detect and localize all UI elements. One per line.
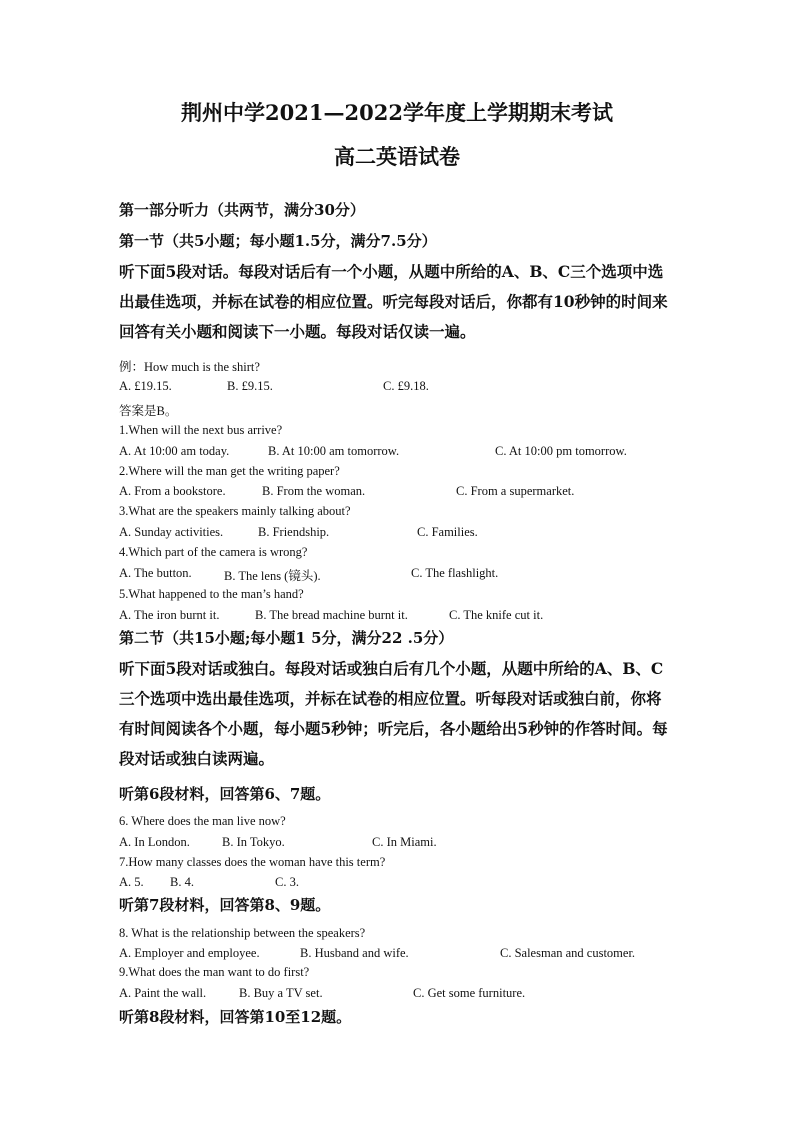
question-text: 3.What are the speakers mainly talking about? (119, 504, 351, 518)
option-a: A. From a bookstore. (119, 484, 226, 498)
example-option-c: C. £9.18. (383, 379, 429, 393)
option-c: C. The knife cut it. (449, 608, 544, 622)
option-c: C. The flashlight. (411, 566, 499, 580)
option-a: A. Paint the wall. (119, 986, 207, 1000)
option-c: C. Salesman and customer. (500, 946, 636, 960)
example-option-b: B. £9.15. (227, 379, 273, 393)
exam-title: 荆州中学2021—2022学年度上学期期末考试 (181, 100, 613, 125)
example-question: 例：How much is the shirt? (119, 360, 260, 374)
group-heading: 听第6段材料，回答第6、7题。 (119, 785, 331, 803)
option-a: A. The button. (119, 566, 192, 580)
option-b: B. Buy a TV set. (239, 986, 323, 1000)
option-b: B. The bread machine burnt it. (255, 608, 408, 622)
option-c: C. Families. (417, 525, 478, 539)
question-text: 5.What happened to the man’s hand? (119, 587, 304, 601)
question-text: 4.Which part of the camera is wrong? (119, 545, 308, 559)
part1-heading: 第一部分听力（共两节，满分30分） (119, 201, 365, 219)
option-c: C. 3. (275, 875, 299, 889)
section2-heading: 第二节（共15小题;每小题1 5分，满分22 .5分） (119, 629, 454, 647)
option-a: A. The iron burnt it. (119, 608, 220, 622)
group-heading: 听第7段材料，回答第8、9题。 (119, 896, 331, 914)
question-text: 2.Where will the man get the writing paper? (119, 464, 340, 478)
exam-subtitle: 高二英语试卷 (334, 144, 460, 169)
example-option-a: A. £19.15. (119, 379, 172, 393)
option-b: B. At 10:00 am tomorrow. (268, 444, 400, 458)
section1-instructions: 听下面5段对话。每段对话后有一个小题，从题中所给的A、B、C三个选项中选出最佳选项，并标在试卷的相应位置。听完每段对话后，你都有10秒钟的时间来回答有关小题和阅读下一小题。每段对话仅读一遍。 (119, 262, 668, 341)
option-c: C. Get some furniture. (413, 986, 526, 1000)
option-b: B. The lens (镜头). (224, 569, 321, 583)
option-a: A. Sunday activities. (119, 525, 224, 539)
question-text: 9.What does the man want to do first? (119, 965, 310, 979)
option-a: A. Employer and employee. (119, 946, 260, 960)
question-text: 6. Where does the man live now? (119, 814, 286, 828)
option-c: C. At 10:00 pm tomorrow. (495, 444, 627, 458)
question-text: 1.When will the next bus arrive? (119, 423, 283, 437)
example-answer: 答案是B。 (119, 404, 178, 418)
option-b: B. Friendship. (258, 525, 330, 539)
option-a: A. 5. (119, 875, 144, 889)
option-b: B. Husband and wife. (300, 946, 409, 960)
option-b: B. From the woman. (262, 484, 366, 498)
option-c: C. In Miami. (372, 835, 437, 849)
section2-instructions: 听下面5段对话或独白。每段对话或独白后有几个小题，从题中所给的A、B、C三个选项中选出最佳选项，并标在试卷的相应位置。听每段对话或独白前，你将有时间阅读各个小题，每小题5秒钟；听完后，各小题给出5秒钟的作答时间。每段对话或独白读两遍。 (119, 659, 668, 768)
section1-heading: 第一节（共5小题；每小题1.5分，满分7.5分） (119, 232, 437, 250)
option-c: C. From a supermarket. (456, 484, 575, 498)
group-heading: 听第8段材料，回答第10至12题。 (119, 1008, 352, 1026)
option-b: B. 4. (170, 875, 194, 889)
question-text: 7.How many classes does the woman have this term? (119, 855, 386, 869)
option-b: B. In Tokyo. (222, 835, 285, 849)
option-a: A. In London. (119, 835, 190, 849)
question-text: 8. What is the relationship between the speakers? (119, 926, 366, 940)
option-a: A. At 10:00 am today. (119, 444, 230, 458)
